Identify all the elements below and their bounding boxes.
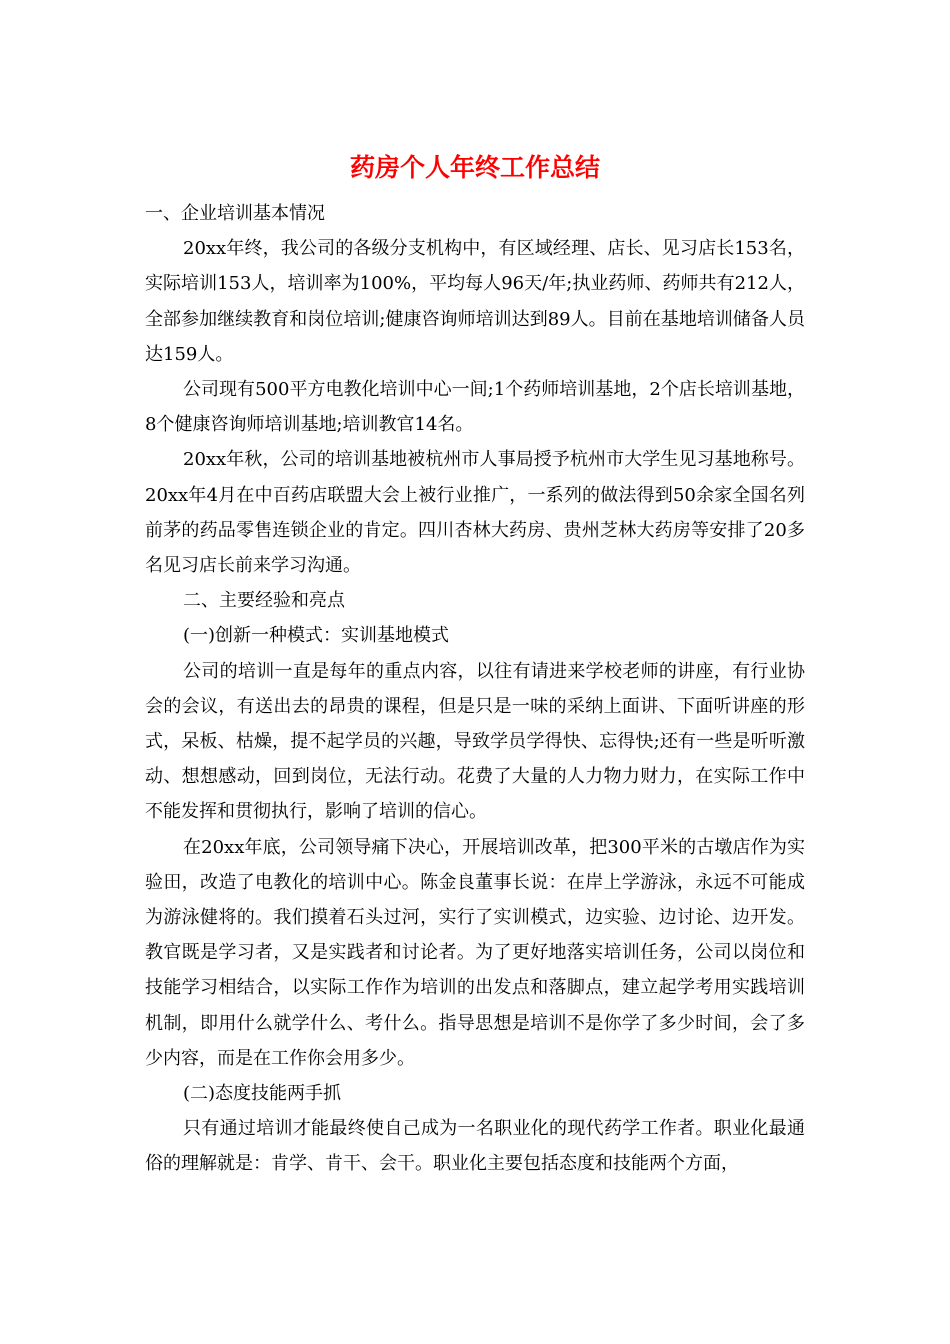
paragraph-training-stats: 20xx年终，我公司的各级分支机构中，有区域经理、店长、见习店长153名，实际培训153人，培训率为100%，平均每人96天/年;执业药师、药师共有212人，全部参加继续教育和岗位培训;健康咨询师培训达到89人。目前在基地培训储备人员达159人。 bbox=[145, 238, 805, 365]
document-title: 药房个人年终工作总结 bbox=[349, 153, 600, 182]
paragraph-facilities: 公司现有500平方电教化培训中心一间;1个药师培训基地，2个店长培训基地，8个健康咨询师培训基地;培训教官14名。 bbox=[145, 379, 805, 436]
section-heading-1: 一、企业培训基本情况 bbox=[145, 203, 325, 224]
paragraph-professionalism: 只有通过培训才能最终使自己成为一名职业化的现代药学工作者。职业化最通俗的理解就是：肯学、肯干、会干。职业化主要包括态度和技能两个方面， bbox=[145, 1118, 805, 1175]
paragraph-recognition: 20xx年秋，公司的培训基地被杭州市人事局授予杭州市大学生见习基地称号。20xx年4月在中百药店联盟大会上被行业推广，一系列的做法得到50余家全国名列前茅的药品零售连锁企业的肯定。四川杏林大药房、贵州芝林大药房等安排了20多名见习店长前来学习沟通。 bbox=[145, 449, 805, 577]
paragraph-past-training: 公司的培训一直是每年的重点内容，以往有请进来学校老师的讲座，有行业协会的会议，有送出去的昂贵的课程，但是只是一味的采纳上面讲、下面听讲座的形式，呆板、枯燥，提不起学员的兴趣，导致学员学得快、忘得快;还有一些是听听激动、想想感动，回到岗位，无法行动。花费了大量的人力物力财力，在实际工作中不能发挥和贯彻执行，影响了培训的信心。 bbox=[145, 660, 805, 823]
section-heading-2: 二、主要经验和亮点 bbox=[183, 590, 345, 612]
document-body bbox=[145, 196, 805, 1182]
subheading-model: (一)创新一种模式：实训基地模式 bbox=[183, 625, 450, 647]
paragraph-reform: 在20xx年底，公司领导痛下决心，开展培训改革，把300平米的古墩店作为实验田，改造了电教化的培训中心。陈金良董事长说：在岸上学游泳，永远不可能成为游泳健将的。我们摸着石头过河，实行了实训模式，边实验、边讨论、边开发。教官既是学习者，又是实践者和讨论者。为了更好地落实培训任务，公司以岗位和技能学习相结合，以实际工作作为培训的出发点和落脚点，建立起学考用实践培训机制，即用什么就学什么、考什么。指导思想是培训不是你学了多少时间，会了多少内容，而是在工作你会用多少。 bbox=[145, 836, 805, 1069]
subheading-attitude-skills: (二)态度技能两手抓 bbox=[183, 1083, 342, 1105]
